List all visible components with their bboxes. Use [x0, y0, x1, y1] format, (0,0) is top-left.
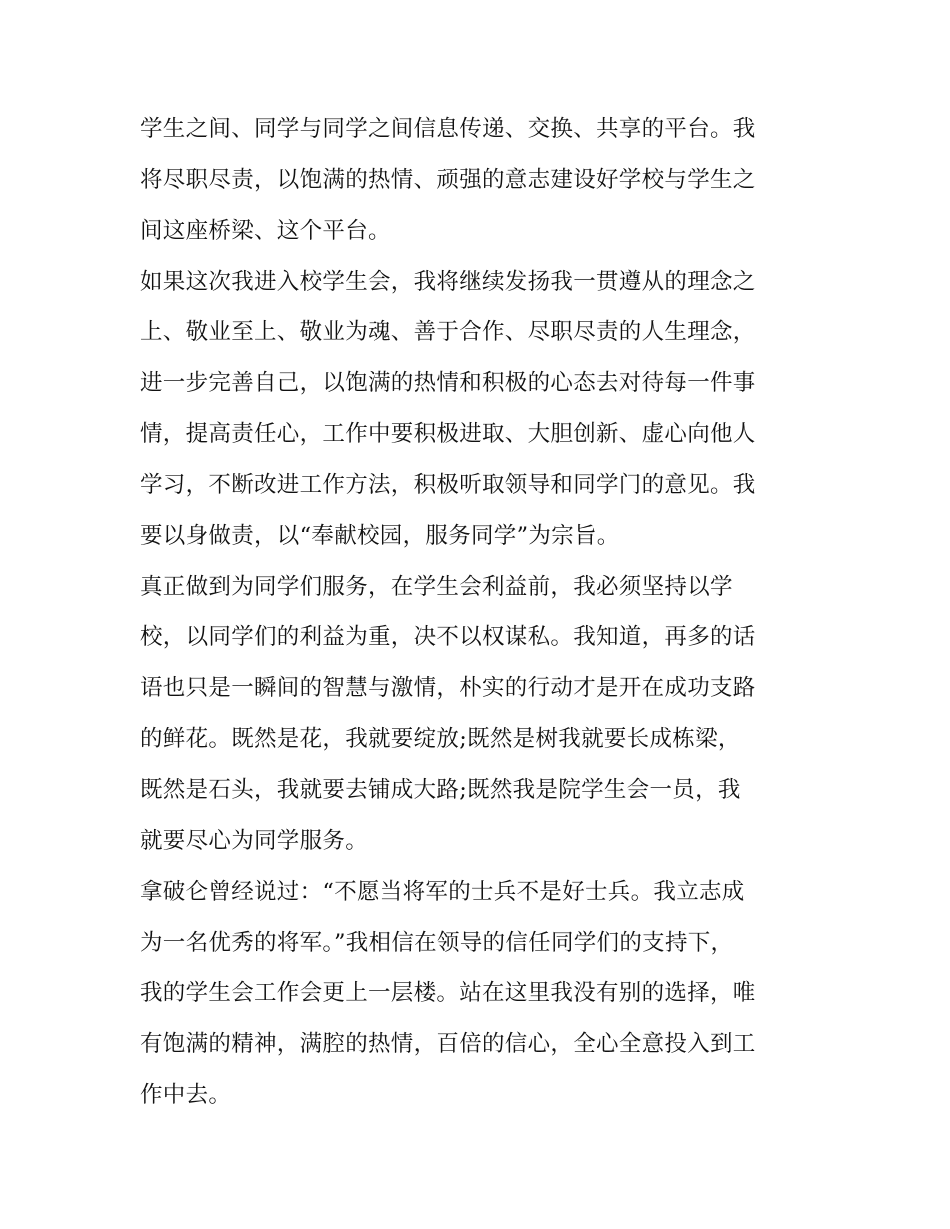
text-line: 如果这次我进入校学生会，我将继续发扬我一贯遵从的理念之	[140, 268, 756, 295]
text-line: 既然是石头，我就要去铺成大路;既然我是院学生会一员，我	[140, 776, 741, 803]
document-body	[140, 104, 820, 1121]
text-line: 间这座桥梁、这个平台。	[140, 217, 391, 244]
text-line: 有饱满的精神，满腔的热情，百倍的信心，全心全意投入到工	[140, 1031, 756, 1058]
text-line: 学习，不断改进工作方法，积极听取领导和同学门的意见。我	[140, 471, 756, 498]
text-line: 为一名优秀的将军。”我相信在领导的信任同学们的支持下，	[140, 929, 734, 956]
text-line: 将尽职尽责，以饱满的热情、顽强的意志建设好学校与学生之	[140, 166, 756, 193]
text-line: 拿破仑曾经说过：“不愿当将军的士兵不是好士兵。我立志成	[140, 878, 745, 905]
text-line: 学生之间、同学与同学之间信息传递、交换、共享的平台。我	[140, 116, 756, 142]
text-line: 就要尽心为同学服务。	[140, 827, 369, 854]
text-line: 真正做到为同学们服务，在学生会利益前，我必须坚持以学	[140, 573, 733, 600]
text-line: 校，以同学们的利益为重，决不以权谋私。我知道，再多的话	[140, 624, 756, 651]
text-line: 要以身做责，以“奉献校园，服务同学”为宗旨。	[140, 522, 620, 549]
text-line: 的鲜花。既然是花，我就要绽放;既然是树我就要长成栋梁，	[140, 726, 741, 753]
text-line: 我的学生会工作会更上一层楼。站在这里我没有别的选择，唯	[140, 980, 756, 1007]
text-line: 进一步完善自己，以饱满的热情和积极的心态去对待每一件事	[140, 370, 756, 397]
text-line: 语也只是一瞬间的智慧与激情，朴实的行动才是开在成功支路	[140, 675, 756, 702]
text-line: 情，提高责任心，工作中要积极进取、大胆创新、虚心向他人	[140, 421, 756, 448]
text-line: 作中去。	[140, 1082, 232, 1109]
text-line: 上、敬业至上、敬业为魂、善于合作、尽职尽责的人生理念，	[140, 319, 756, 346]
